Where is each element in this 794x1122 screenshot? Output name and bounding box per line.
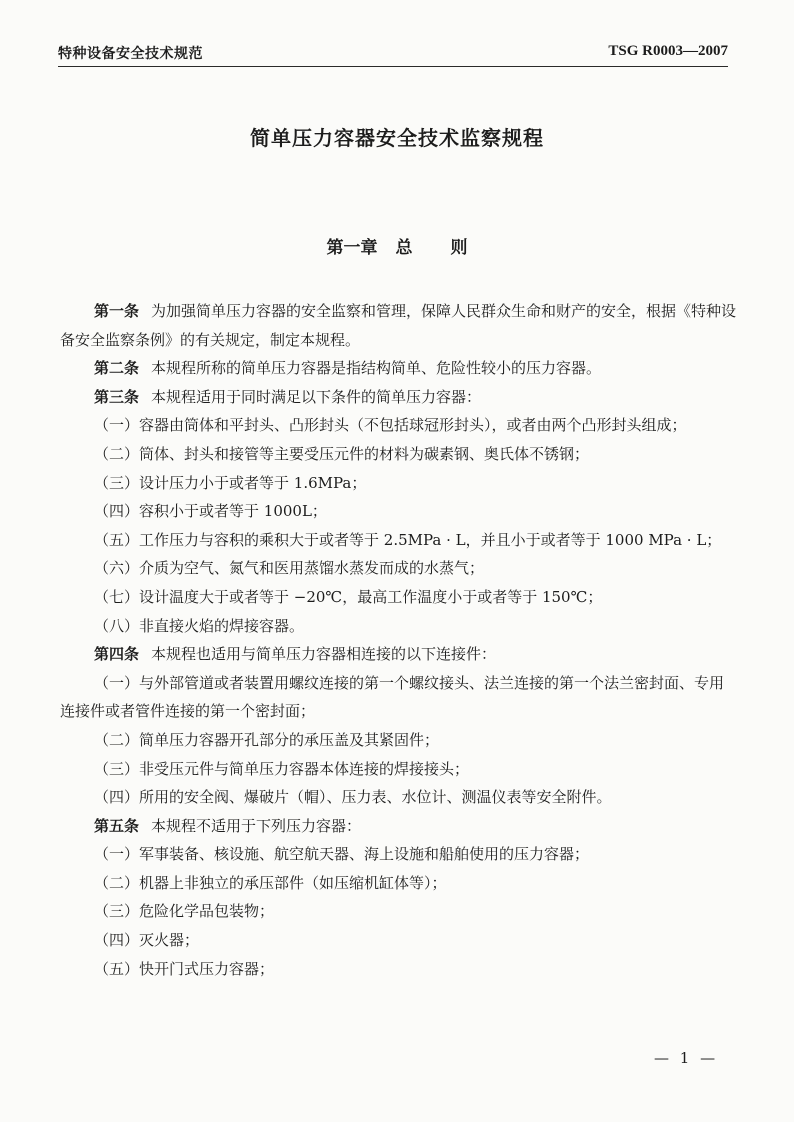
paragraph-text: （二）机器上非独立的承压部件（如压缩机缸体等）； [94,873,447,892]
article-label: 第五条 [94,816,140,835]
paragraph-text: （四）所用的安全阀、爆破片（帽）、压力表、水位计、测温仪表等安全附件。 [94,788,612,807]
paragraph-text: （三）设计压力小于或者等于 1.6MPa； [94,473,367,492]
clause-paragraph [60,955,738,984]
paragraph-text: （一）容器由筒体和平封头、凸形封头（不包括球冠形封头），或者由两个凸形封头组成； [94,416,687,435]
clause-paragraph [60,669,738,726]
clause-paragraph [60,526,738,555]
paragraph-text: 本规程不适用于下列压力容器： [151,816,362,835]
paragraph-text: （八）非直接火焰的焊接容器。 [94,616,305,635]
article-paragraph [60,383,738,412]
clause-paragraph [60,440,738,469]
clause-paragraph [60,783,738,812]
clause-paragraph [60,554,738,583]
paragraph-text: （六）介质为空气、氮气和医用蒸馏水蒸发而成的水蒸气； [94,559,485,578]
paragraph-text: （五）快开门式压力容器； [94,959,275,978]
page-header [58,40,728,67]
chapter-title-char-2: 则 [450,238,468,258]
paragraph-text: 本规程所称的简单压力容器是指结构简单、危险性较小的压力容器。 [151,359,602,378]
clause-paragraph [60,926,738,955]
paragraph-text: （四）灭火器； [94,931,200,950]
clause-paragraph [60,726,738,755]
document-body [60,297,738,983]
article-paragraph [60,297,738,354]
paragraph-text: （五）工作压力与容积的乘积大于或者等于 2.5MPa · L，并且小于或者等于 1000 MPa · L； [94,530,722,549]
clause-paragraph [60,612,738,641]
page-number: — 1 — [654,1049,719,1067]
clause-paragraph [60,755,738,784]
header-series-title: 特种设备安全技术规范 [58,46,203,62]
paragraph-text: （三）非受压元件与简单压力容器本体连接的焊接接头； [94,759,470,778]
chapter-heading [0,233,794,258]
chapter-number: 第一章 [326,238,378,258]
document-title: 简单压力容器安全技术监察规程 [250,126,544,150]
paragraph-text: （七）设计温度大于或者等于 −20℃，最高工作温度小于或者等于 150℃； [94,587,603,606]
clause-paragraph [60,469,738,498]
clause-paragraph [60,583,738,612]
clause-paragraph [60,869,738,898]
paragraph-text: （一）与外部管道或者装置用螺纹连接的第一个螺纹接头、法兰连接的第一个法兰密封面、专用连接件或者管件连接的第一个密封面； [60,673,725,721]
article-label: 第二条 [94,359,140,378]
header-standard-code: TSG R0003—2007 [608,43,728,59]
paragraph-text: （三）危险化学品包装物； [94,902,275,921]
paragraph-text: 本规程也适用与简单压力容器相连接的以下连接件： [151,645,497,664]
clause-paragraph [60,411,738,440]
article-paragraph [60,812,738,841]
paragraph-text: 为加强简单压力容器的安全监察和管理，保障人民群众生命和财产的安全，根据《特种设备安全监察条例》的有关规定，制定本规程。 [60,302,737,349]
paragraph-text: （四）容积小于或者等于 1000L； [94,502,327,521]
clause-paragraph [60,840,738,869]
paragraph-text: 本规程适用于同时满足以下条件的简单压力容器： [151,387,482,406]
paragraph-text: （二）筒体、封头和接管等主要受压元件的材料为碳素钢、奥氏体不锈钢； [94,444,590,463]
article-label: 第四条 [94,645,140,664]
paragraph-text: （二）简单压力容器开孔部分的承压盖及其紧固件； [94,730,440,749]
clause-paragraph [60,897,738,926]
paragraph-text: （一）军事装备、核设施、航空航天器、海上设施和船舶使用的压力容器； [94,845,590,864]
chapter-title-char-1: 总 [395,238,413,258]
article-paragraph [60,354,738,383]
article-label: 第三条 [94,387,140,406]
clause-paragraph [60,497,738,526]
article-label: 第一条 [94,302,140,320]
article-paragraph [60,640,738,669]
